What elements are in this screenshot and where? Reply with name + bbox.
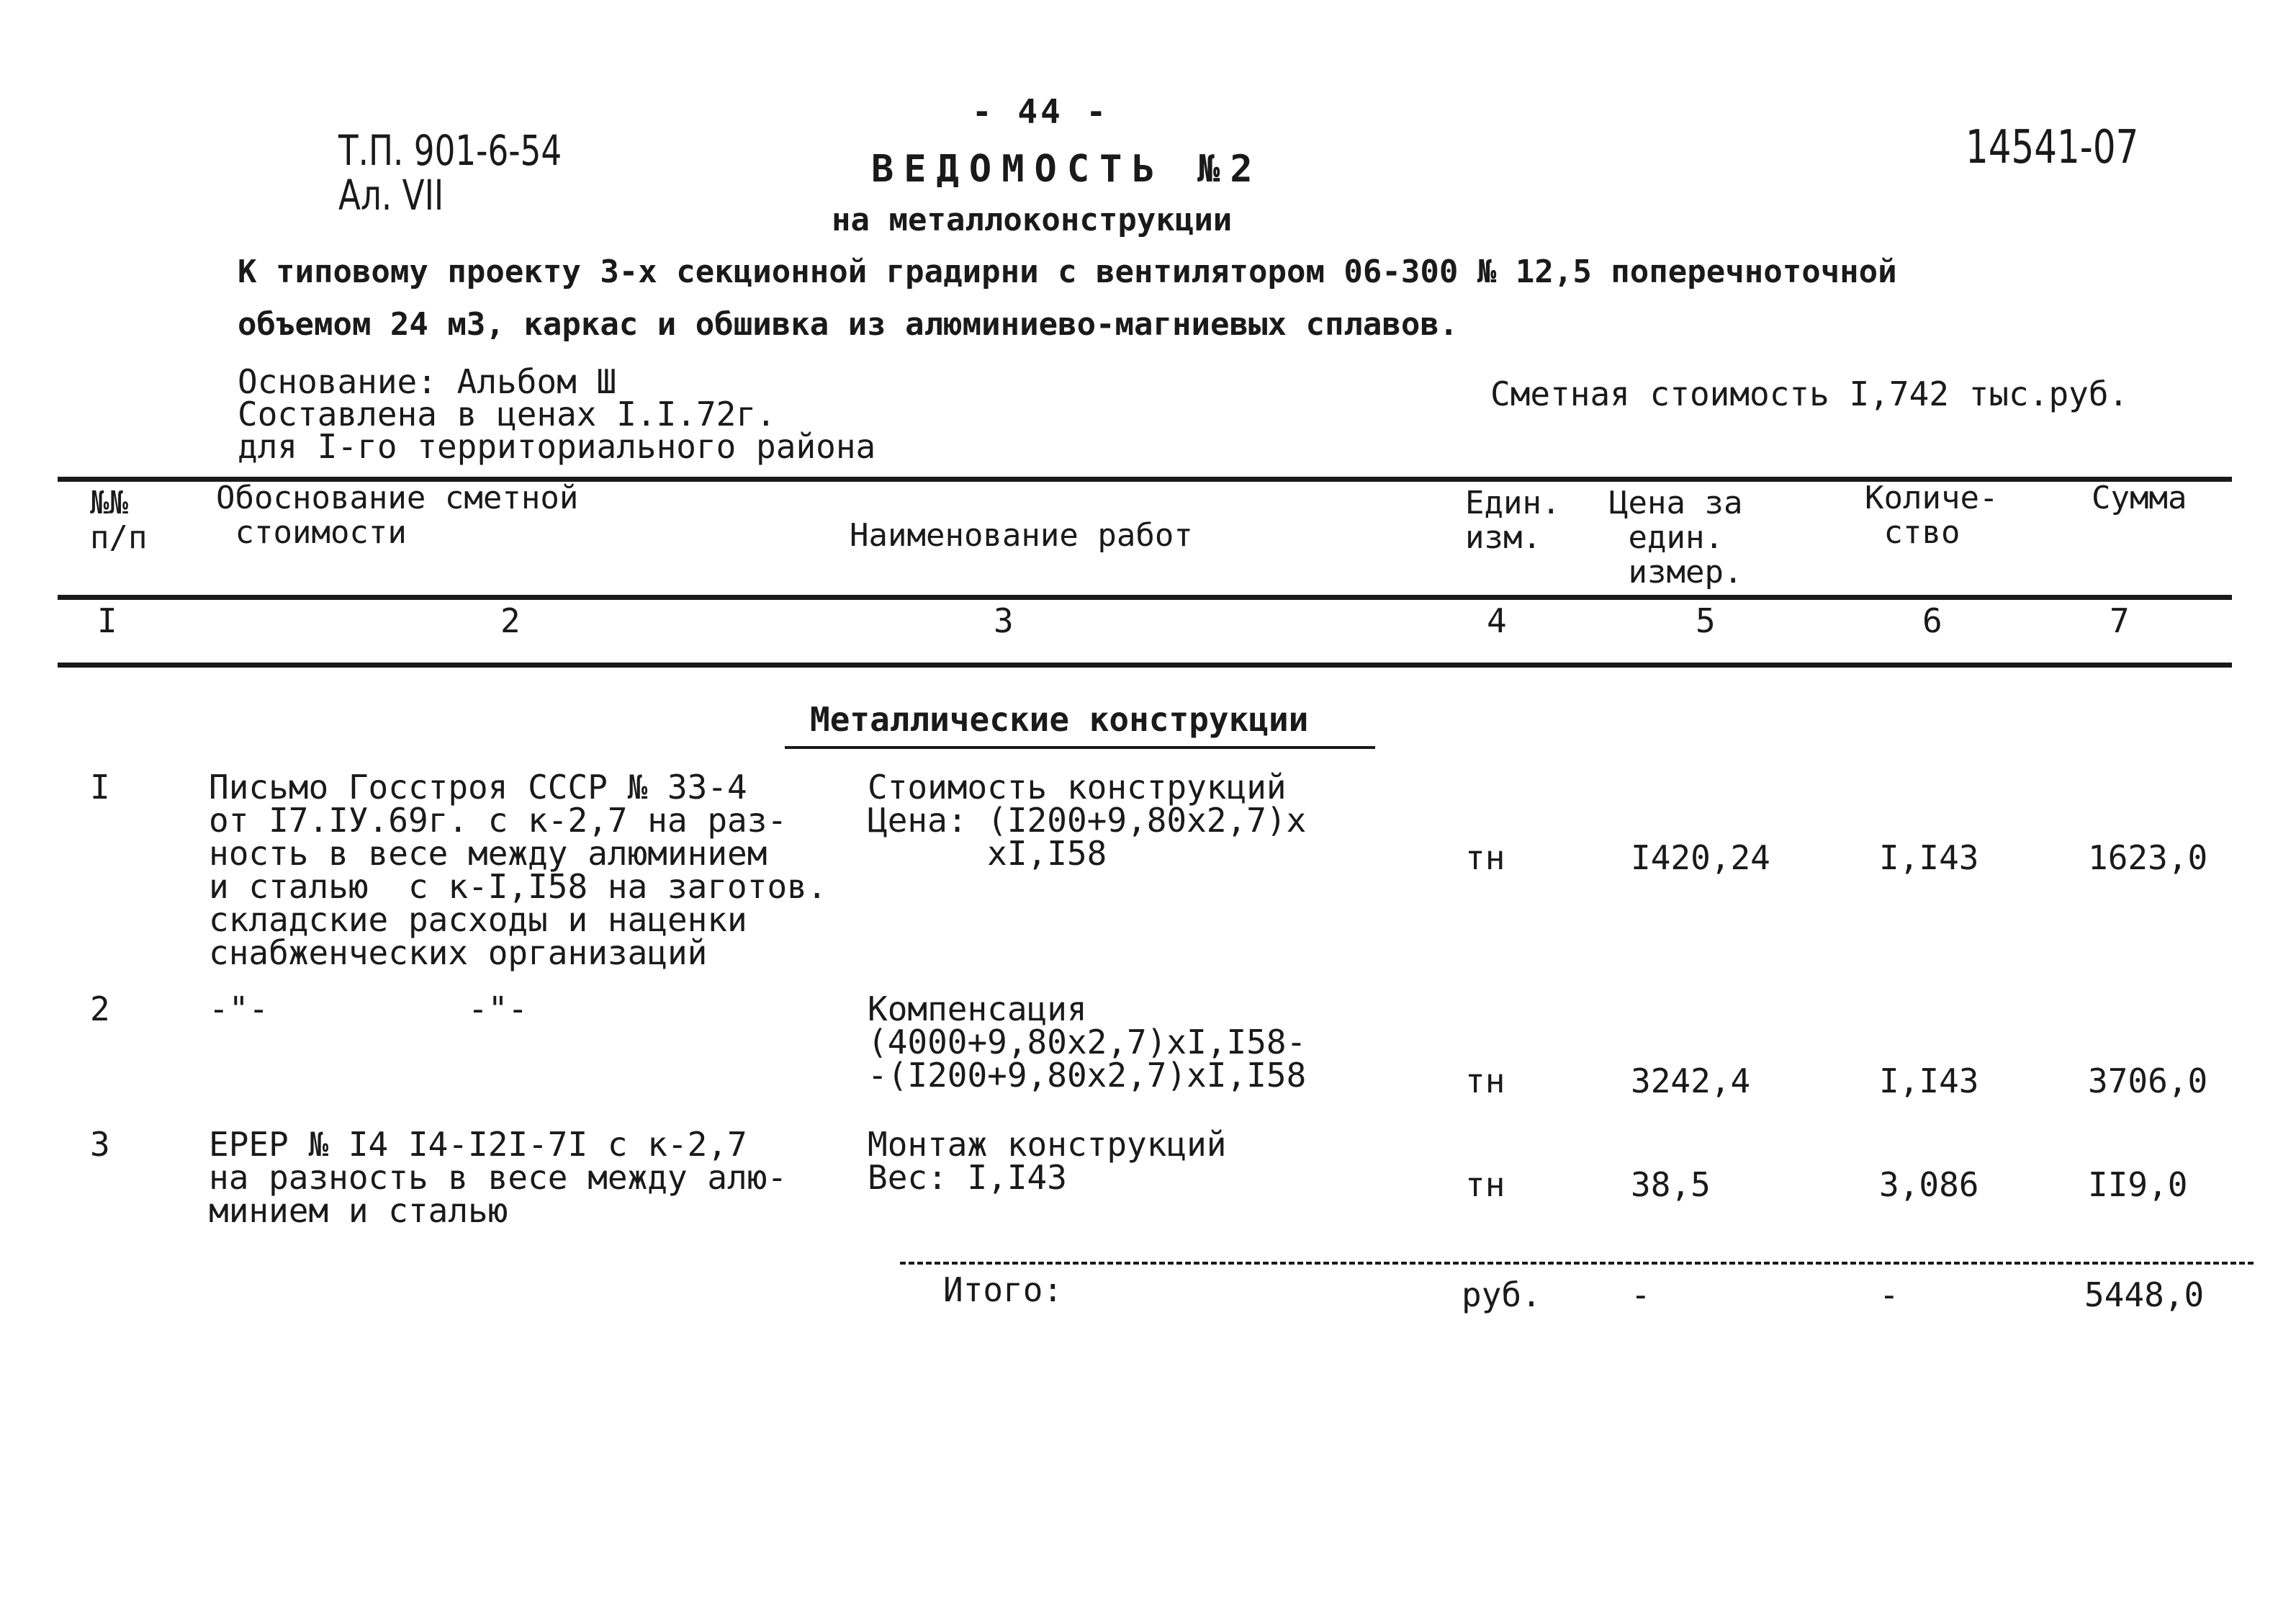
row3-basis: ЕРЕР № I4 I4-I2I-7I с к-2,7 на разность в весе между алю- минием и сталью — [209, 1125, 788, 1230]
header-col6: Количе- ство — [1865, 480, 1999, 551]
estimated-cost: Сметная стоимость I,742 тыс.руб. — [1490, 374, 2129, 413]
col-number-6: 6 — [1922, 601, 1942, 640]
document-title: ВЕДОМОСТЬ №2 — [871, 148, 1263, 191]
total-price: - — [1631, 1275, 1651, 1314]
col-number-1: I — [97, 601, 117, 640]
row2-unit: тн — [1465, 1061, 1505, 1100]
header-col1: №№ п/п — [90, 485, 148, 556]
row1-work: Стоимость конструкций Цена: (I200+9,80х2,7)х хI,I58 — [868, 768, 1307, 873]
header-col2: Обоснование сметной стоимости — [216, 480, 579, 551]
total-label: Итого: — [943, 1270, 1063, 1309]
row2-work: Компенсация (4000+9,80х2,7)хI,I58- -(I200+9,80х2,7)хI,I58 — [868, 989, 1307, 1095]
doc-code-line1: Т.П. 901-6-54 — [338, 126, 562, 175]
doc-code-line2: Ал. VII — [338, 171, 444, 220]
basis-line: Основание: Альбом Ш — [238, 362, 617, 401]
row1-sum: 1623,0 — [2088, 838, 2208, 877]
row2-sum: 3706,0 — [2088, 1061, 2208, 1100]
region-line: для I-го территориального района — [238, 427, 876, 466]
col-number-3: 3 — [994, 601, 1014, 640]
row1-qty: I,I43 — [1879, 838, 1979, 877]
header-bottom-rule — [58, 595, 2232, 600]
row2-number: 2 — [90, 989, 110, 1028]
col-number-5: 5 — [1696, 601, 1716, 640]
header-col7: Сумма — [2092, 480, 2187, 516]
row3-sum: II9,0 — [2088, 1165, 2188, 1204]
row2-basis: -"- -"- — [209, 989, 528, 1028]
header-col5: Цена за един. измер. — [1609, 485, 1743, 591]
row2-price: 3242,4 — [1631, 1061, 1751, 1100]
row3-work: Монтаж конструкций Вес: I,I43 — [868, 1125, 1227, 1197]
row3-number: 3 — [90, 1125, 110, 1164]
header-col3: Наименование работ — [850, 517, 1193, 554]
handwritten-doc-code — [338, 126, 562, 220]
row3-unit: тн — [1465, 1165, 1505, 1204]
section-title: Металлические конструкции — [810, 700, 1309, 739]
row3-qty: 3,086 — [1879, 1165, 1979, 1204]
col-number-7: 7 — [2110, 601, 2130, 640]
header-col4: Един. изм. — [1465, 485, 1561, 556]
document-subtitle: на металлоконструкции — [832, 202, 1233, 238]
section-underline — [785, 746, 1375, 749]
description-line1: К типовому проекту 3-х секционной градирни с вентилятором 06-300 № 12,5 поперечноточной — [238, 253, 1897, 290]
page-number: - 44 - — [972, 92, 1109, 131]
row1-number: I — [90, 768, 110, 807]
prices-line: Составлена в ценах I.I.72г. — [238, 395, 776, 434]
row3-price: 38,5 — [1631, 1165, 1711, 1204]
total-sum: 5448,0 — [2084, 1275, 2205, 1314]
total-qty: - — [1879, 1275, 1899, 1314]
colnum-bottom-rule — [58, 663, 2232, 668]
row1-price: I420,24 — [1631, 838, 1770, 877]
row2-qty: I,I43 — [1879, 1061, 1979, 1100]
description-line2: объемом 24 м3, каркас и обшивка из алюминиево-магниевых сплавов. — [238, 306, 1459, 343]
total-dashed-rule — [900, 1262, 2254, 1265]
col-number-4: 4 — [1487, 601, 1507, 640]
col-number-2: 2 — [500, 601, 521, 640]
handwritten-reg-number: 14541-07 — [1966, 121, 2139, 174]
row1-basis: Письмо Госстроя СССР № 33-4 от I7.IУ.69г. с к-2,7 на раз- ность в весе между алюминием и сталью с к-I,I58 на заготов. складские расходы и наценки снабженческих организаций — [209, 768, 827, 972]
row1-unit: тн — [1465, 838, 1505, 877]
total-unit: руб. — [1462, 1275, 1541, 1314]
